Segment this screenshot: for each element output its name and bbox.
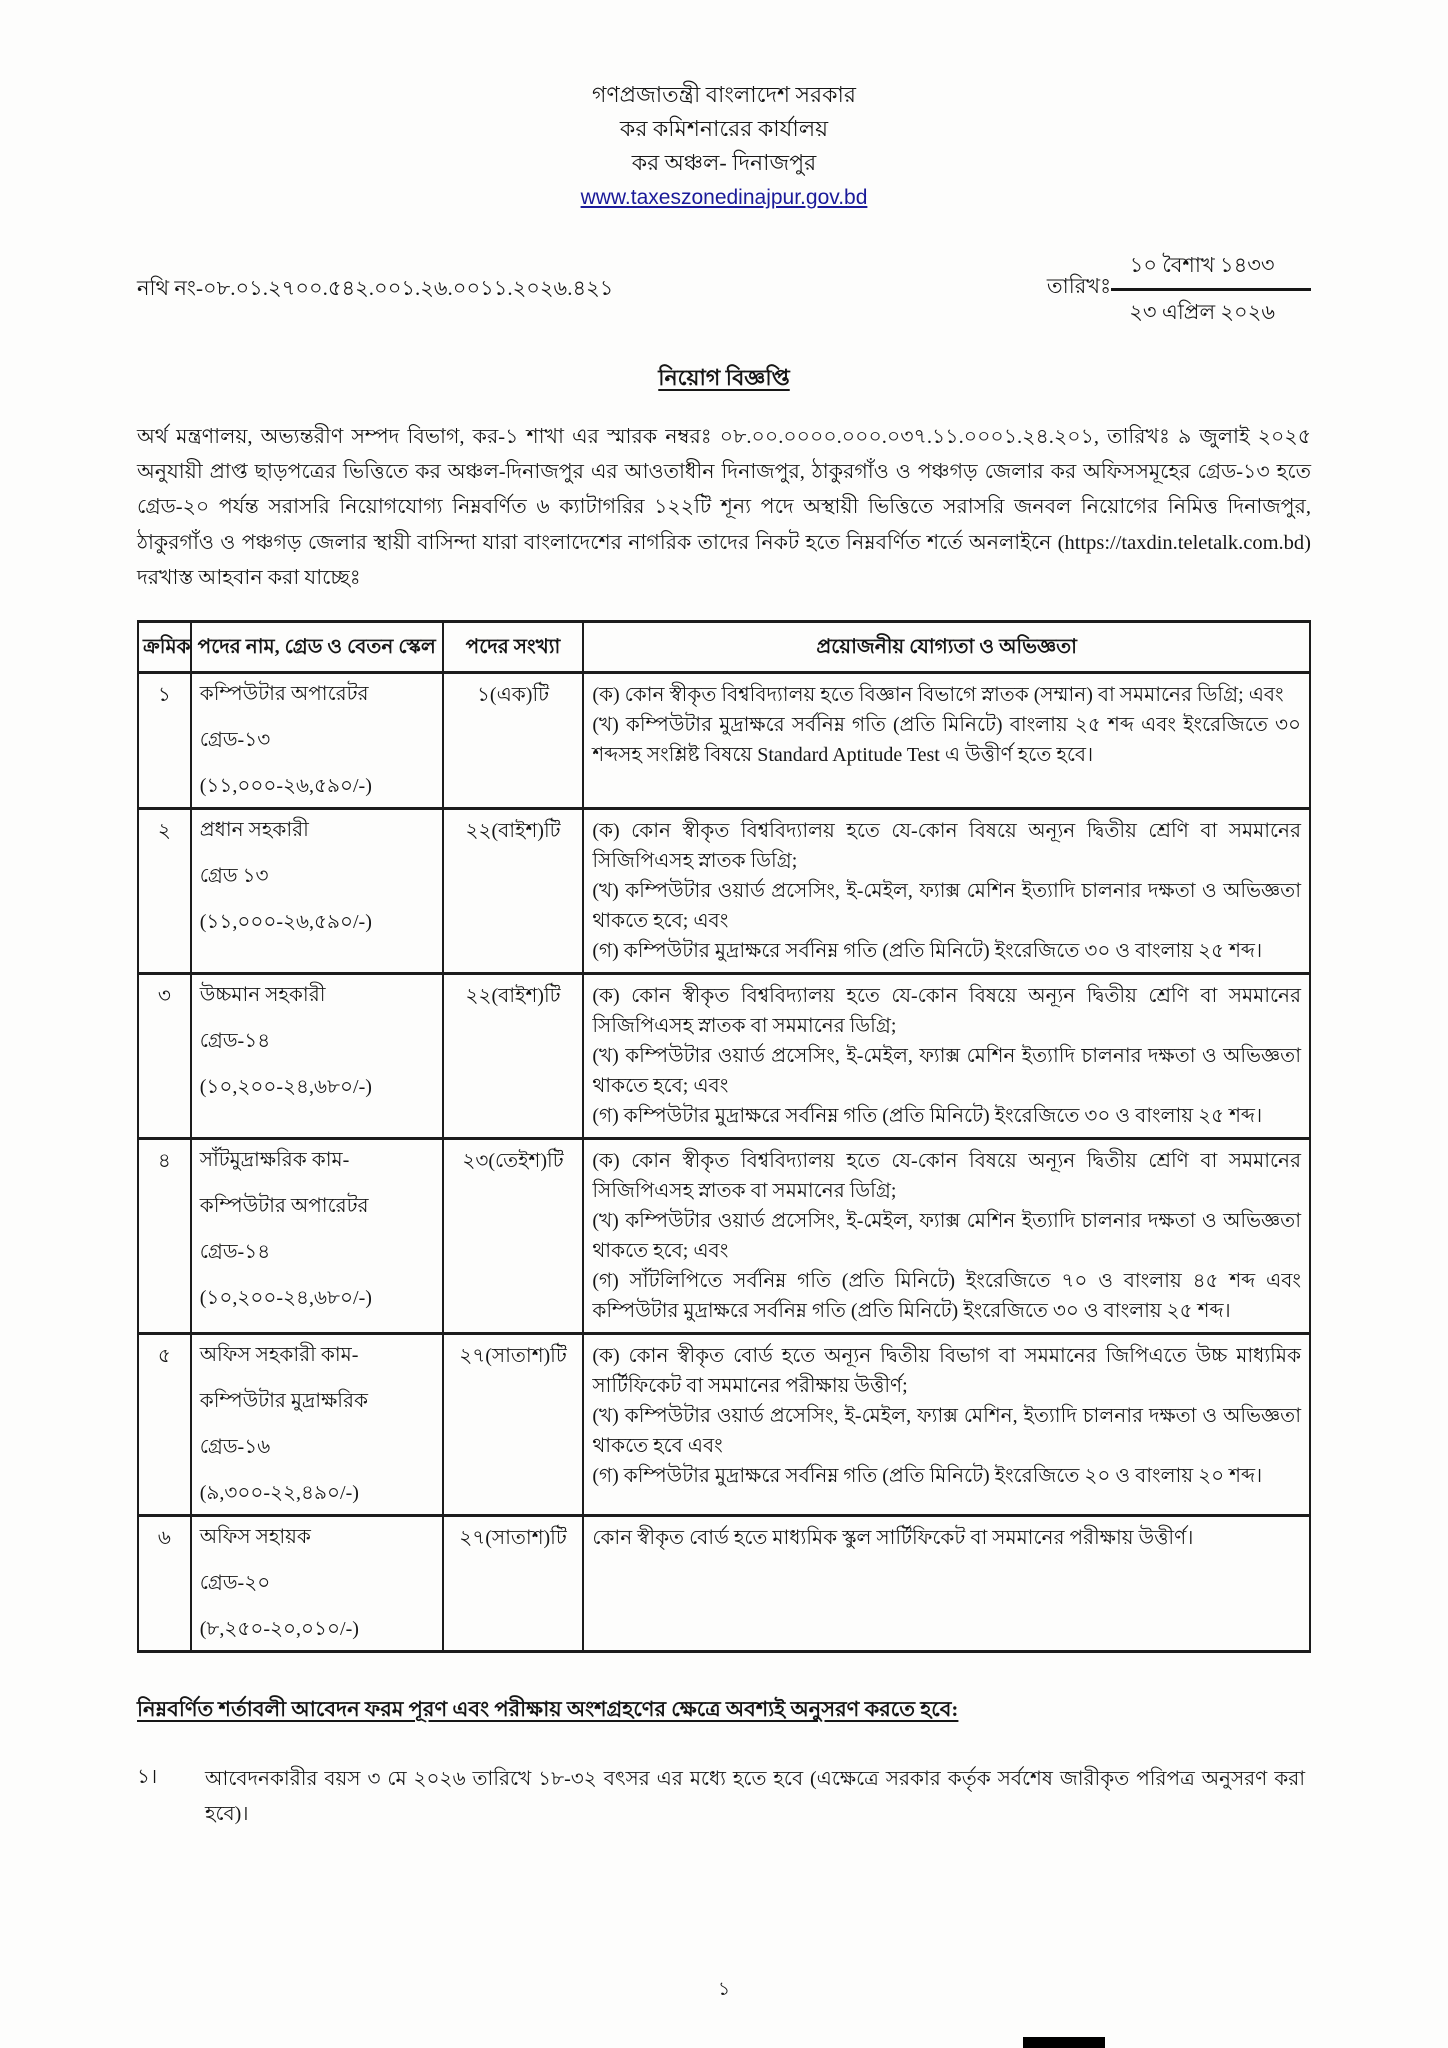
- serial-cell: ৪: [138, 1139, 191, 1334]
- date-stack: [1111, 249, 1311, 331]
- post-line: গ্রেড-১৩: [199, 729, 271, 752]
- count-cell: ১(এক)টি: [443, 673, 584, 809]
- table-header-row: [138, 622, 1310, 673]
- post-line: (১০,২০০-২৪,৬৮০/-): [199, 1076, 372, 1099]
- qualification-cell: [583, 1334, 1310, 1516]
- post-line: উচ্চমান সহকারী: [199, 984, 326, 1007]
- date-gregorian: ২৩ এপ্রিল ২০২৬: [1129, 299, 1275, 324]
- count-cell: ২৭(সাতাশ)টি: [443, 1334, 584, 1516]
- post-line: গ্রেড-১৪: [199, 1241, 271, 1264]
- qualification-cell: [583, 1139, 1310, 1334]
- count-cell: ২২(বাইশ)টি: [443, 809, 584, 974]
- qualification-line: (খ) কম্পিউটার মুদ্রাক্ষরে সর্বনিম্ন গতি (প্রতি মিনিটে) বাংলায় ২৫ শব্দ এবং ইংরেজিতে ৩০ শব্দসহ সংশ্লিষ্ট বিষয়ে Standard Aptitude Test এ উত্তীর্ণ হতে হবে।: [592, 714, 1301, 767]
- post-cell: [191, 974, 443, 1139]
- post-line: (১১,০০০-২৬,৫৯০/-): [199, 775, 372, 798]
- qualification-line: (গ) সাঁটলিপিতে সর্বনিম্ন গতি (প্রতি মিনিটে) ইংরেজিতে ৭০ ও বাংলায় ৪৫ শব্দ এবং কম্পিউটার মুদ্রাক্ষরে সর্বনিম্ন গতি (প্রতি মিনিটে) ইংরেজিতে ৩০ ও বাংলায় ২৫ শব্দ।: [592, 1270, 1301, 1323]
- qualification-line: (গ) কম্পিউটার মুদ্রাক্ষরে সর্বনিম্ন গতি (প্রতি মিনিটে) ইংরেজিতে ২০ ও বাংলায় ২০ শব্দ।: [592, 1465, 1263, 1488]
- office-name: কর কমিশনারের কার্যালয়: [619, 116, 829, 142]
- date-bangla: ১০ বৈশাখ ১৪৩৩: [1111, 249, 1311, 291]
- post-cell: [191, 1139, 443, 1334]
- memo-row: [137, 249, 1311, 331]
- qualification-cell: [583, 974, 1310, 1139]
- post-line: (১০,২০০-২৪,৬৮০/-): [199, 1287, 372, 1310]
- tax-zone-name: কর অঞ্চল- দিনাজপুর: [631, 150, 817, 176]
- page-title: নিয়োগ বিজ্ঞপ্তি: [658, 364, 790, 390]
- condition-number: ১।: [137, 1766, 158, 1789]
- post-line: কম্পিউটার অপারেটর: [199, 683, 369, 706]
- header-post: পদের নাম, গ্রেড ও বেতন স্কেল: [191, 622, 443, 673]
- qualification-line: কোন স্বীকৃত বোর্ড হতে মাধ্যমিক স্কুল সার্টিফিকেট বা সমমানের পরীক্ষায় উত্তীর্ণ।: [592, 1527, 1194, 1550]
- table-row: [138, 1139, 1310, 1334]
- post-line: অফিস সহায়ক: [199, 1526, 311, 1549]
- qualification-line: (ক) কোন স্বীকৃত বোর্ড হতে অন্যূন দ্বিতীয় বিভাগ বা সমমানের জিপিএতে উচ্চ মাধ্যমিক সার্টিফিকেট বা সমমানের পরীক্ষায় উত্তীর্ণ;: [592, 1345, 1301, 1398]
- post-line: (১১,০০০-২৬,৫৯০/-): [199, 911, 372, 934]
- header-serial: ক্রমিক: [138, 622, 191, 673]
- intro-paragraph: অর্থ মন্ত্রণালয়, অভ্যন্তরীণ সম্পদ বিভাগ, কর-১ শাখা এর স্মারক নম্বরঃ ০৮.০০.০০০০.০০০.০৩৭.১১.০০০১.২৪.২০১, তারিখঃ ৯ জুলাই ২০২৫ অনুযায়ী প্রাপ্ত ছাড়পত্রের ভিত্তিতে কর অঞ্চল-দিনাজপুর এর আওতাধীন দিনাজপুর, ঠাকুরগাঁও ও পঞ্চগড় জেলার কর অফিসসমূহের গ্রেড-১৩ হতে গ্রেড-২০ পর্যন্ত সরাসরি নিয়োগযোগ্য নিম্নবর্ণিত ৬ ক্যাটাগরির ১২২টি শূন্য পদে অস্থায়ী ভিত্তিতে সরাসরি জনবল নিয়োগের নিমিত্ত দিনাজপুর, ঠাকুরগাঁও ও পঞ্চগড় জেলার স্থায়ী বাসিন্দা যারা বাংলাদেশের নাগরিক তাদের নিকট হতে নিম্নবর্ণিত শর্তে অনলাইনে (https://taxdin.teletalk.com.bd) দরখাস্ত আহবান করা যাচ্ছেঃ: [137, 425, 1311, 589]
- qualification-line: (ক) কোন স্বীকৃত বিশ্ববিদ্যালয় হতে যে-কোন বিষয়ে অন্যূন দ্বিতীয় শ্রেণি বা সমমানের সিজিপিএসহ স্নাতক ডিগ্রি;: [592, 820, 1301, 873]
- count-cell: ২৭(সাতাশ)টি: [443, 1516, 584, 1652]
- qualification-line: (ক) কোন স্বীকৃত বিশ্ববিদ্যালয় হতে যে-কোন বিষয়ে অন্যূন দ্বিতীয় শ্রেণি বা সমমানের সিজিপিএসহ স্নাতক বা সমমানের ডিগ্রি;: [592, 1150, 1301, 1203]
- condition-item: [137, 1762, 1311, 1832]
- post-cell: [191, 1334, 443, 1516]
- serial-cell: ৬: [138, 1516, 191, 1652]
- post-line: প্রধান সহকারী: [199, 819, 309, 842]
- table-row: [138, 673, 1310, 809]
- qualification-line: (গ) কম্পিউটার মুদ্রাক্ষরে সর্বনিম্ন গতি (প্রতি মিনিটে) ইংরেজিতে ৩০ ও বাংলায় ২৫ শব্দ।: [592, 940, 1263, 963]
- post-line: (৮,২৫০-২০,০১০/-): [199, 1618, 359, 1641]
- count-cell: ২২(বাইশ)টি: [443, 974, 584, 1139]
- memo-ref-number: নথি নং-০৮.০১.২৭০০.৫৪২.০০১.২৬.০০১১.২০২৬.৪২১: [137, 276, 614, 301]
- date-label: তারিখঃ: [1046, 274, 1112, 299]
- header-qualification: প্রয়োজনীয় যোগ্যতা ও অভিজ্ঞতা: [583, 622, 1310, 673]
- posts-table: [137, 620, 1311, 1653]
- post-line: গ্রেড ১৩: [199, 865, 269, 888]
- serial-cell: ২: [138, 809, 191, 974]
- table-row: [138, 1516, 1310, 1652]
- website-link[interactable]: www.taxeszonedinajpur.gov.bd: [580, 186, 868, 210]
- qualification-cell: [583, 673, 1310, 809]
- count-cell: ২৩(তেইশ)টি: [443, 1139, 584, 1334]
- serial-cell: ১: [138, 673, 191, 809]
- post-line: গ্রেড-১৪: [199, 1030, 271, 1053]
- header-count: পদের সংখ্যা: [443, 622, 584, 673]
- qualification-line: (গ) কম্পিউটার মুদ্রাক্ষরে সর্বনিম্ন গতি (প্রতি মিনিটে) ইংরেজিতে ৩০ ও বাংলায় ২৫ শব্দ।: [592, 1105, 1263, 1128]
- serial-cell: ৩: [138, 974, 191, 1139]
- post-cell: [191, 1516, 443, 1652]
- post-line: সাঁটমুদ্রাক্ষরিক কাম-: [199, 1149, 350, 1172]
- post-line: গ্রেড-২০: [199, 1572, 271, 1595]
- qualification-line: (ক) কোন স্বীকৃত বিশ্ববিদ্যালয় হতে যে-কোন বিষয়ে অন্যূন দ্বিতীয় শ্রেণি বা সমমানের সিজিপিএসহ স্নাতক বা সমমানের ডিগ্রি;: [592, 985, 1301, 1038]
- qualification-cell: [583, 1516, 1310, 1652]
- qualification-line: (খ) কম্পিউটার ওয়ার্ড প্রসেসিং, ই-মেইল, ফ্যাক্স মেশিন ইত্যাদি চালনার দক্ষতা ও অভিজ্ঞতা থাকতে হবে; এবং: [592, 880, 1301, 933]
- qualification-line: (খ) কম্পিউটার ওয়ার্ড প্রসেসিং, ই-মেইল, ফ্যাক্স মেশিন ইত্যাদি চালনার দক্ষতা ও অভিজ্ঞতা থাকতে হবে; এবং: [592, 1210, 1301, 1263]
- condition-text: আবেদনকারীর বয়স ৩ মে ২০২৬ তারিখে ১৮-৩২ বৎসর এর মধ্যে হতে হবে (এক্ষেত্রে সরকার কর্তৃক সর্বশেষ জারীকৃত পরিপত্র অনুসরণ করা হবে)।: [205, 1768, 1305, 1826]
- qualification-line: (খ) কম্পিউটার ওয়ার্ড প্রসেসিং, ই-মেইল, ফ্যাক্স মেশিন, ইত্যাদি চালনার দক্ষতা ও অভিজ্ঞতা থাকতে হবে এবং: [592, 1405, 1301, 1458]
- conditions-heading: নিম্নবর্ণিত শর্তাবলী আবেদন ফরম পূরণ এবং পরীক্ষায় অংশগ্রহণের ক্ষেত্রে অবশ্যই অনুসরণ করতে হবে:: [137, 1697, 959, 1722]
- table-row: [138, 809, 1310, 974]
- post-line: কম্পিউটার মুদ্রাক্ষরিক: [199, 1390, 369, 1413]
- serial-cell: ৫: [138, 1334, 191, 1516]
- qualification-line: (ক) কোন স্বীকৃত বিশ্ববিদ্যালয় হতে বিজ্ঞান বিভাগে স্নাতক (সম্মান) বা সমমানের ডিগ্রি; এবং: [592, 684, 1284, 707]
- page-number: ১: [717, 1979, 731, 2000]
- post-cell: [191, 673, 443, 809]
- qualification-line: (খ) কম্পিউটার ওয়ার্ড প্রসেসিং, ই-মেইল, ফ্যাক্স মেশিন ইত্যাদি চালনার দক্ষতা ও অভিজ্ঞতা থাকতে হবে; এবং: [592, 1045, 1301, 1098]
- post-line: গ্রেড-১৬: [199, 1436, 271, 1459]
- date-block: [1047, 249, 1311, 331]
- government-name: গণপ্রজাতন্ত্রী বাংলাদেশ সরকার: [591, 82, 857, 107]
- table-row: [138, 974, 1310, 1139]
- org-header: [137, 78, 1311, 215]
- post-line: কম্পিউটার অপারেটর: [199, 1195, 369, 1218]
- qualification-cell: [583, 809, 1310, 974]
- scan-artifact-bar: [1023, 2037, 1105, 2048]
- post-line: অফিস সহকারী কাম-: [199, 1344, 359, 1367]
- table-row: [138, 1334, 1310, 1516]
- post-line: (৯,৩০০-২২,৪৯০/-): [199, 1482, 359, 1505]
- post-cell: [191, 809, 443, 974]
